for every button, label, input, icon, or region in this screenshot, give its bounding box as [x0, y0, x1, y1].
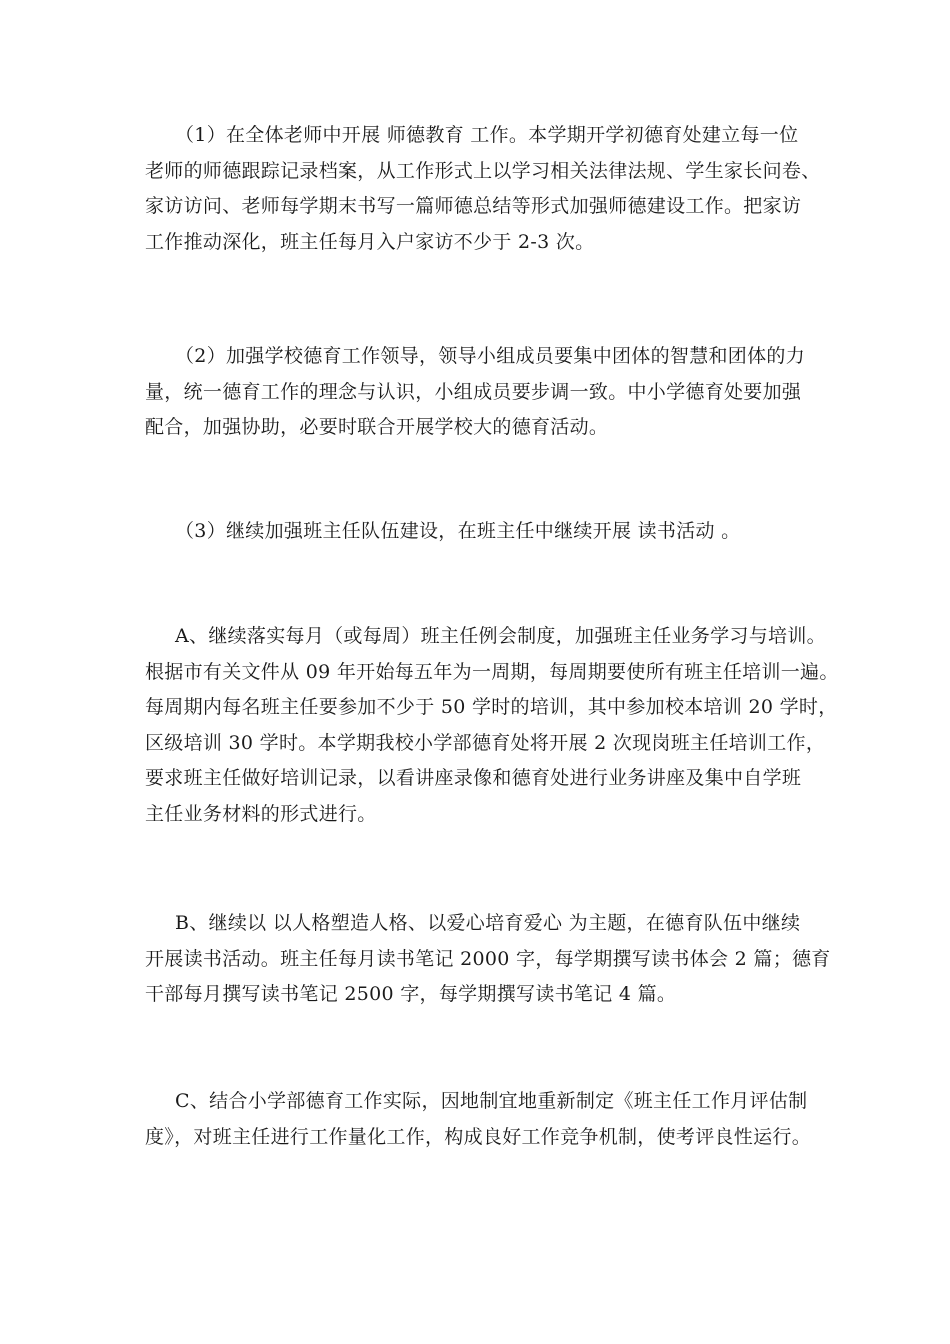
text-line: C、结合小学部德育工作实际，因地制宜地重新制定《班主任工作月评估制	[175, 1090, 808, 1112]
text-line: 干部每月撰写读书笔记 2500 字，每学期撰写读书笔记 4 篇。	[145, 983, 677, 1005]
paragraph-teacher-ethics	[145, 118, 821, 260]
text-line: 家访访问、老师每学期末书写一篇师德总结等形式加强师德建设工作。把家访	[145, 195, 802, 217]
text-line: 根据市有关文件从 09 年开始每五年为一周期，每周期要使所有班主任培训一遍。	[145, 660, 839, 683]
text-line: 量，统一德育工作的理念与认识，小组成员要步调一致。中小学德育处要加强	[145, 380, 802, 403]
text-line: 区级培训 30 学时。本学期我校小学部德育处将开展 2 次现岗班主任培训工作，	[145, 731, 826, 754]
text-line: B、继续以 以人格塑造人格、以爱心培育爱心 为主题，在德育队伍中继续	[175, 912, 801, 934]
text-line: （3）继续加强班主任队伍建设，在班主任中继续开展 读书活动 。	[175, 520, 741, 542]
text-line: 要求班主任做好培训记录，以看讲座录像和德育处进行业务讲座及集中自学班	[145, 767, 802, 789]
text-line: 老师的师德跟踪记录档案，从工作形式上以学习相关法律法规、学生家长问卷、	[145, 159, 821, 182]
text-line: （2）加强学校德育工作领导，领导小组成员要集中团体的智慧和团体的力	[175, 345, 805, 367]
text-line: 主任业务材料的形式进行。	[145, 802, 377, 825]
text-line: 工作推动深化，班主任每月入户家访不少于 2-3 次。	[145, 230, 595, 253]
text-line: A、继续落实每月（或每周）班主任例会制度，加强班主任业务学习与培训。	[175, 625, 826, 647]
paragraph-item-b-reading	[145, 906, 831, 1013]
text-line: （1）在全体老师中开展 师德教育 工作。本学期开学初德育处建立每一位	[175, 124, 799, 146]
paragraph-item-c-evaluation	[145, 1084, 817, 1155]
paragraph-leadership	[145, 339, 817, 446]
text-line: 开展读书活动。班主任每月读书笔记 2000 字，每学期撰写读书体会 2 篇；德育	[145, 947, 831, 970]
text-line: 每周期内每名班主任要参加不少于 50 学时的培训，其中参加校本培训 20 学时，	[145, 696, 838, 718]
paragraph-class-teacher-team	[145, 514, 817, 550]
text-line: 度》，对班主任进行工作量化工作，构成良好工作竞争机制，使考评良性运行。	[145, 1125, 812, 1148]
paragraph-item-a-training	[145, 619, 839, 832]
text-line: 配合，加强协助，必要时联合开展学校大的德育活动。	[145, 416, 609, 438]
